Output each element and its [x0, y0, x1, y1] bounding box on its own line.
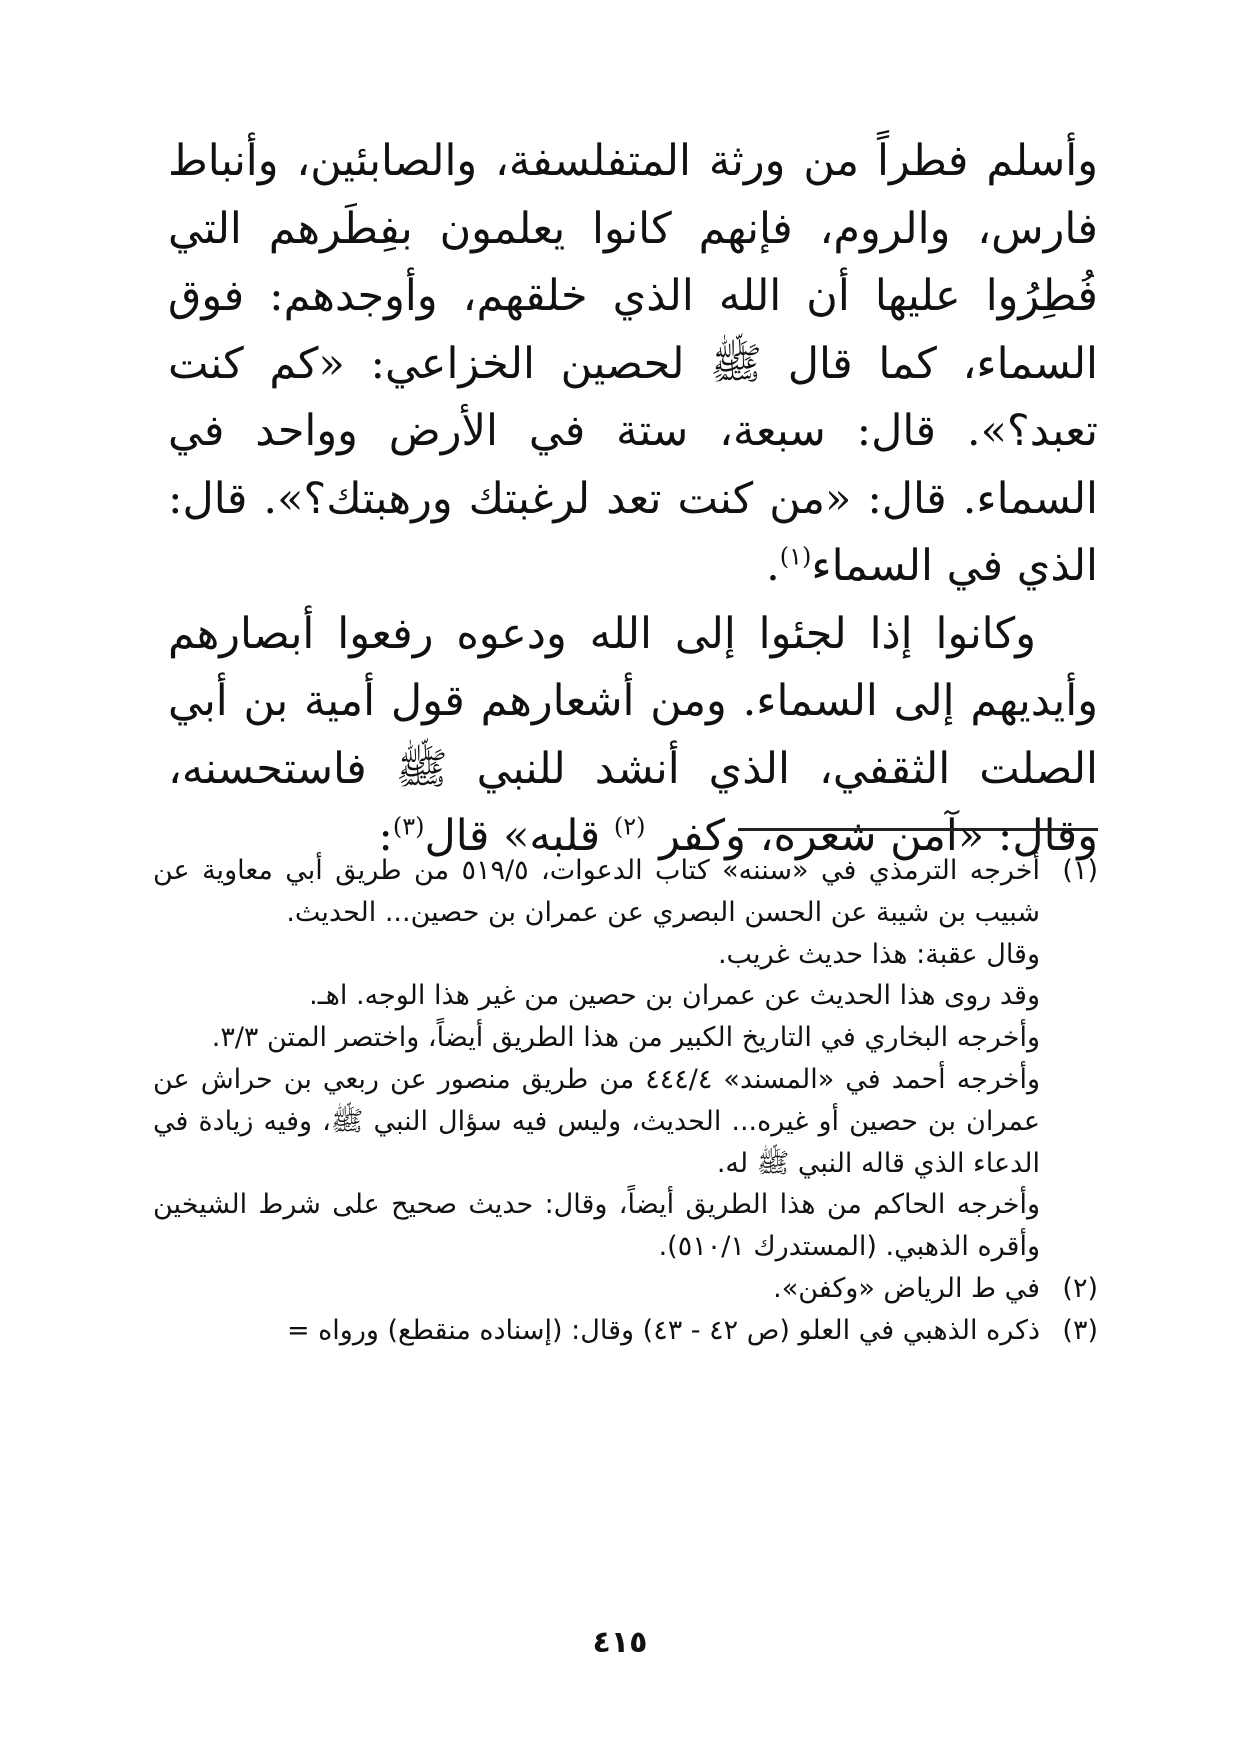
- page-number: ٤١٥: [592, 1625, 648, 1660]
- footnote-1-line: أخرجه الترمذي في «سننه» كتاب الدعوات، ٥١٩/٥ من طريق أبي معاوية عن شبيب بن شيبة عن الحسن البصري عن عمران بن حصين... الحديث.: [153, 855, 1041, 928]
- footnote-1-line: وقال عقبة: هذا حديث غريب.: [717, 938, 1040, 970]
- paragraph-1-end: .: [766, 541, 780, 591]
- footnote-3-number: (٣): [1062, 1314, 1098, 1346]
- footnote-2: [153, 1268, 1098, 1310]
- paragraph-2-end: :: [378, 811, 393, 861]
- paragraph-1-text: وأسلم فطراً من ورثة المتفلسفة، والصابئين، وأنباط فارس، والروم، فإنهم كانوا يعلمون بفِطَرهم التي فُطِرُوا عليها أن الله الذي خلقهم، وأوجدهم: فوق السماء، كما قال ﷺ لحصين الخزاعي: «كم كنت تعبد؟». قال: سبعة، ستة في الأرض وواحد في السماء. قال: «من كنت تعد لرغبتك ورهبتك؟». قال: الذي في السماء: [168, 136, 1098, 591]
- footnote-1-line: وأخرجه البخاري في التاريخ الكبير من هذا الطريق أيضاً، واختصر المتن ٣/٣.: [211, 1022, 1040, 1054]
- paragraph-2-text-b: قلبه» قال: [424, 811, 601, 861]
- footnote-1-line: وقد روى هذا الحديث عن عمران بن حصين من غير هذا الوجه. اهـ.: [309, 980, 1040, 1012]
- paragraph-2-text-a: وكانوا إذا لجئوا إلى الله ودعوه رفعوا أبصارهم وأيديهم إلى السماء. ومن أشعارهم قول أمية بن أبي الصلت الثقفي، الذي أنشد للنبي ﷺ فاستحسنه، وقال: «آمن شعره، وكفر: [168, 608, 1098, 861]
- footnote-3-line: ذكره الذهبي في العلو (ص ٤٢ - ٤٣) وقال: (إسناده منقطع) ورواه =: [286, 1314, 1040, 1346]
- footnote-2-number: (٢): [1062, 1272, 1098, 1304]
- footnote-1-number: (١): [1062, 855, 1098, 886]
- paragraph-1: [168, 128, 1098, 601]
- footnote-2-line: في ط الرياض «وكفن».: [773, 1272, 1040, 1304]
- main-text: [168, 128, 1098, 871]
- footnote-3: [153, 1310, 1098, 1352]
- footnotes: [153, 850, 1098, 1352]
- footnote-1: [153, 850, 1098, 1268]
- footnote-ref-2: (٢): [613, 812, 646, 841]
- footnote-1-line: وأخرجه أحمد في «المسند» ٤٤٤/٤ من طريق منصور عن ربعي بن حراش عن عمران بن حصين أو غيره... الحديث، وليس فيه سؤال النبي ﷺ، وفيه زيادة في الدعاء الذي قاله النبي ﷺ له.: [153, 1063, 1040, 1179]
- footnote-ref-3: (٣): [392, 812, 425, 841]
- footnote-ref-1: (١): [779, 542, 812, 571]
- footnote-divider: [738, 828, 1098, 831]
- footnote-1-line: وأخرجه الحاكم من هذا الطريق أيضاً، وقال: حديث صحيح على شرط الشيخين وأقره الذهبي. (المستدرك ٥١٠/١).: [153, 1189, 1040, 1263]
